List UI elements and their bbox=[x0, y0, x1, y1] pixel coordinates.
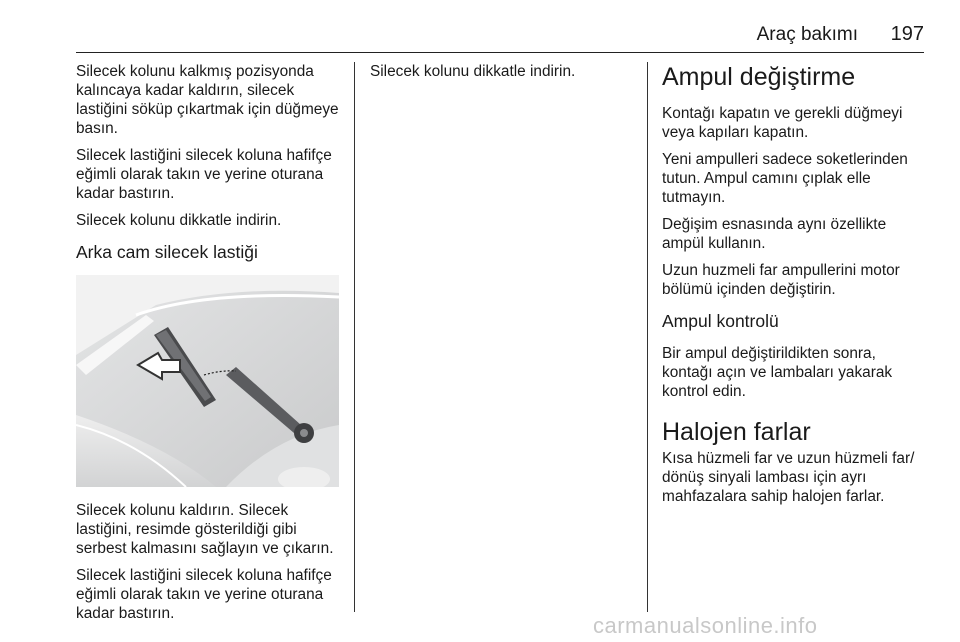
paragraph: Silecek lastiğini silecek koluna hafifçe eğimli olarak takın ve yerine oturana kadar bastırın. bbox=[76, 147, 332, 202]
paragraph: Yeni ampulleri sadece soketlerinden tutun. Ampul camını çıplak elle tutmayın. bbox=[662, 151, 908, 206]
paragraph: Silecek lastiğini silecek koluna hafifçe eğimli olarak takın ve yerine oturana kadar bastırın. bbox=[76, 567, 332, 622]
paragraph: Silecek kolunu kaldırın. Silecek lastiğini, resimde gösterildiği gibi serbest kalmasını sağlayın ve çıkarın. bbox=[76, 502, 334, 557]
paragraph: Silecek kolunu kalkmış pozisyonda kalıncaya kadar kaldırın, silecek lastiğini söküp çıkartmak için düğmeye basın. bbox=[76, 63, 339, 137]
section-title: Araç bakımı bbox=[756, 24, 858, 45]
page-number: 197 bbox=[890, 23, 924, 45]
column-middle bbox=[370, 62, 635, 89]
paragraph: Silecek kolunu dikkatle indirin. bbox=[76, 212, 282, 229]
column-left bbox=[76, 62, 341, 631]
column-divider bbox=[354, 62, 355, 612]
page-header bbox=[76, 22, 924, 53]
paragraph: Bir ampul değiştirildikten sonra, kontağı açın ve lambaları yakarak kontrol edin. bbox=[662, 345, 893, 400]
subsection-heading: Ampul kontrolü bbox=[662, 311, 779, 331]
rear-wiper-drawing bbox=[76, 275, 339, 487]
column-right bbox=[662, 62, 927, 514]
paragraph: Uzun huzmeli far ampullerini motor bölümü içinden değiştirin. bbox=[662, 262, 900, 298]
column-divider bbox=[647, 62, 648, 612]
paragraph: Değişim esnasında aynı özellikte ampül kullanın. bbox=[662, 216, 887, 252]
paragraph: Silecek kolunu dikkatle indirin. bbox=[370, 63, 576, 80]
section-heading: Arka cam silecek lastiği bbox=[76, 242, 258, 262]
paragraph: Kısa hüzmeli far ve uzun hüzmeli far/ dönüş sinyali lambası için ayrı mahfazalara sahip halojen farlar. bbox=[662, 450, 915, 505]
section-heading: Halojen farlar bbox=[662, 418, 811, 446]
watermark: carmanualsonline.info bbox=[593, 613, 818, 638]
paragraph: Kontağı kapatın ve gerekli düğmeyi veya kapıları kapatın. bbox=[662, 105, 903, 141]
rear-wiper-illustration bbox=[76, 275, 339, 487]
section-heading: Ampul değiştirme bbox=[662, 63, 856, 91]
